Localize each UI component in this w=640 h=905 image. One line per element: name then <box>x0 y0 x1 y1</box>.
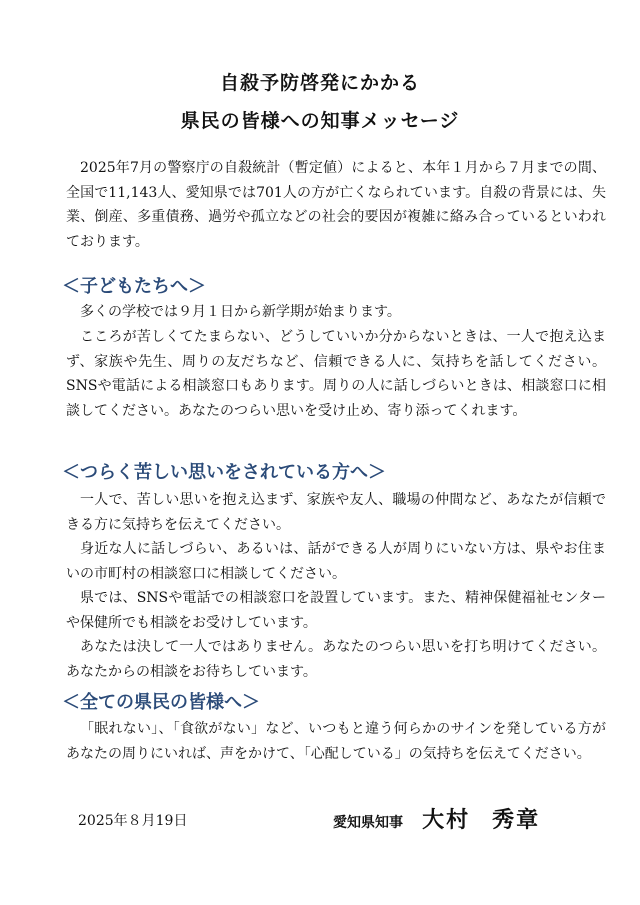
suffering-paragraph-1: 一人で、苦しい思いを抱え込まず、家族や友人、職場の仲間など、あなたが信頼できる方に気持ちを伝えてください。 <box>66 492 606 533</box>
governor-given-name: 秀章 <box>492 808 541 833</box>
page-title-line1: 自殺予防啓発にかかる <box>219 72 420 94</box>
children-paragraph-2: こころが苦しくてたまらない、どうしていいか分からないときは、一人で抱え込まず、家族や先生、周りの友だちなど、信頼できる人に、気持ちを話してください。SNSや電話による相談窓口もあります。周りの人に話しづらいときは、相談窓口に相談してください。あなたのつらい思いを受け止め、寄り添ってくれます。 <box>66 329 606 419</box>
suffering-paragraph-2: 身近な人に話しづらい、あるいは、話ができる人が周りにいない方は、県やお住まいの市町村の相談窓口に相談してください。 <box>66 541 606 582</box>
suffering-paragraph-4: あなたは決して一人ではありません。あなたのつらい思いを打ち明けてください。あなたからの相談をお待ちしています。 <box>66 639 606 680</box>
governor-family-name: 大村 <box>422 808 471 833</box>
heading-suffering: ＜つらく苦しい思いをされている方へ＞ <box>62 462 386 483</box>
intro-paragraph: 2025年7月の警察庁の自殺統計（暫定値）によると、本年１月から７月までの間、全国で11,143人、愛知県では701人の方が亡くなられています。自殺の背景には、失業、倒産、多重債務、過労や孤立などの社会的要因が複雑に絡み合っているといわれております。 <box>66 160 606 250</box>
footer-date: 2025年８月19日 <box>78 813 188 829</box>
heading-children: ＜子どもたちへ＞ <box>62 276 206 297</box>
heading-all-residents: ＜全ての県民の皆様へ＞ <box>62 692 260 713</box>
governor-signature <box>333 803 540 834</box>
page-title-line2: 県民の皆様への知事メッセージ <box>180 110 460 132</box>
suffering-paragraph-3: 県では、SNSや電話での相談窓口を設置しています。また、精神保健福祉センターや保健所でも相談をお受けしています。 <box>66 590 606 631</box>
governor-name <box>422 808 540 833</box>
all-residents-paragraph: 「眠れない」、「食欲がない」など、いつもと違う何らかのサインを発している方があなたの周りにいれば、声をかけて、「心配している」の気持ちを伝えてください。 <box>66 721 606 762</box>
governor-title: 愛知県知事 <box>333 815 403 831</box>
children-paragraph-1: 多くの学校では９月１日から新学期が始まります。 <box>80 304 401 320</box>
